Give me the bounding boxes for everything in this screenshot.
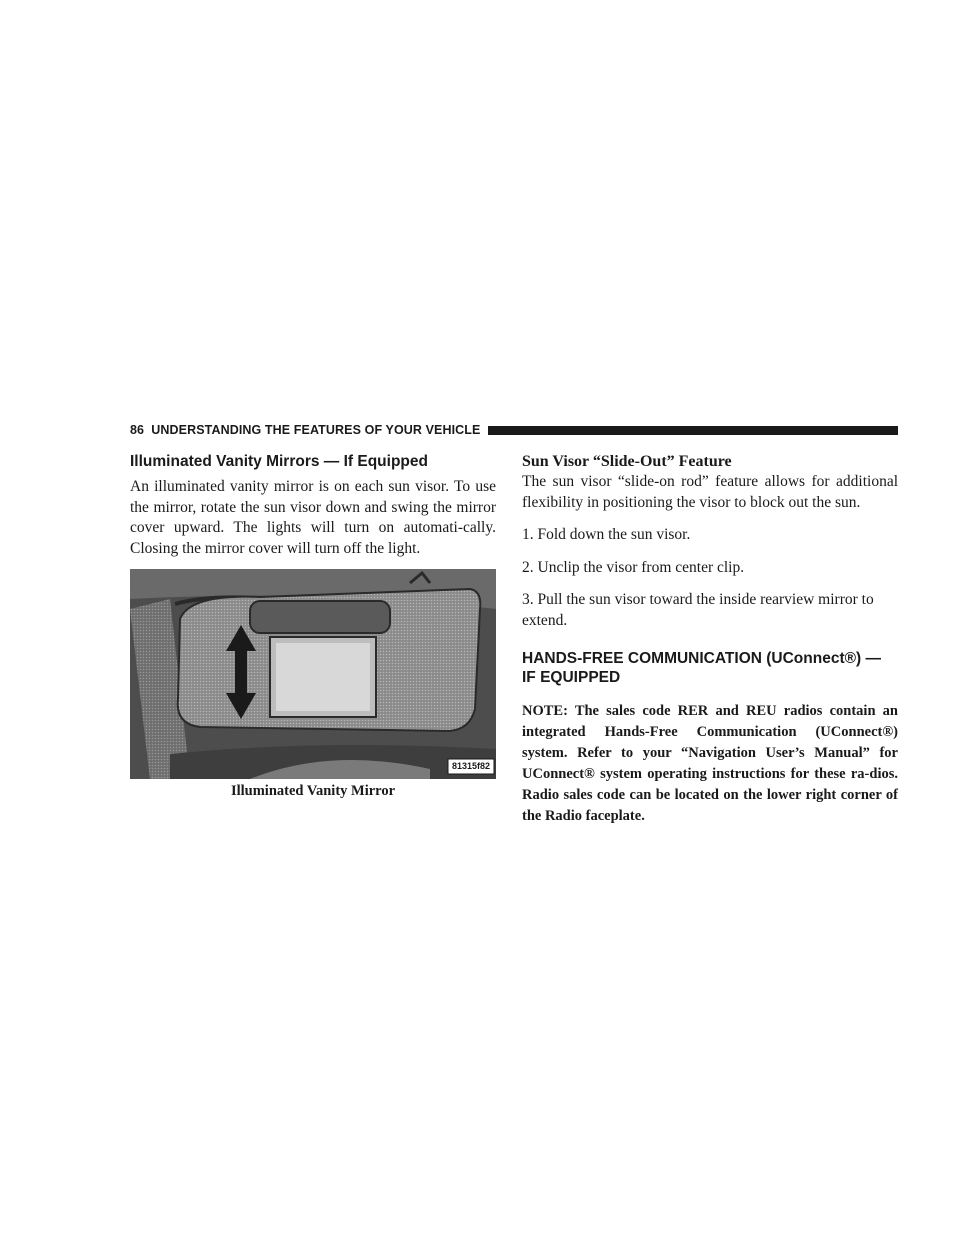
hands-free-heading — [522, 649, 898, 687]
sun-visor-paragraph: The sun visor “slide-on rod” feature allows for additional flexibility in positioning the visor to block out the sun. — [522, 473, 898, 511]
step-item: 2. Unclip the visor from center clip. — [522, 558, 745, 576]
page-header-text — [130, 423, 488, 437]
vanity-mirror-drawing — [130, 569, 496, 779]
figure-code-label: 81315f82 — [451, 761, 491, 771]
page-header — [130, 422, 898, 438]
sun-visor-heading: Sun Visor “Slide-Out” Feature — [522, 453, 732, 470]
figure-caption: Illuminated Vanity Mirror — [230, 783, 396, 799]
step-item: 1. Fold down the sun visor. — [522, 526, 691, 543]
left-column — [130, 452, 496, 800]
hands-free-heading-line1: HANDS-FREE COMMUNICATION (UConnect®) — — [522, 650, 881, 667]
hands-free-heading-line2: IF EQUIPPED — [522, 669, 621, 686]
chapter-title: UNDERSTANDING THE FEATURES OF YOUR VEHICLE — [151, 423, 481, 437]
uconnect-note: NOTE: The sales code RER and REU radios contain an integrated Hands-Free Communication (UConnect®) system. Refer to your “Navigation User’s Manual” for UConnect® system operating instructions for these ra-dios. Radio sales code can be located on the lower right corner of the Radio faceplate. — [522, 703, 898, 824]
vanity-mirror-illustration — [130, 569, 496, 779]
vanity-mirror-paragraph: An illuminated vanity mirror is on each sun visor. To use the mirror, rotate the sun visor down and swing the mirror cover upward. The lights will turn on automati-cally. Closing the mirror cover will turn off the light. — [130, 478, 496, 557]
header-rule — [488, 426, 898, 435]
vanity-mirror-heading: Illuminated Vanity Mirrors — If Equipped — [130, 453, 428, 470]
page-number: 86 — [130, 423, 145, 437]
right-column — [522, 452, 898, 827]
step-item: 3. Pull the sun visor toward the inside rearview mirror to extend. — [522, 591, 874, 629]
